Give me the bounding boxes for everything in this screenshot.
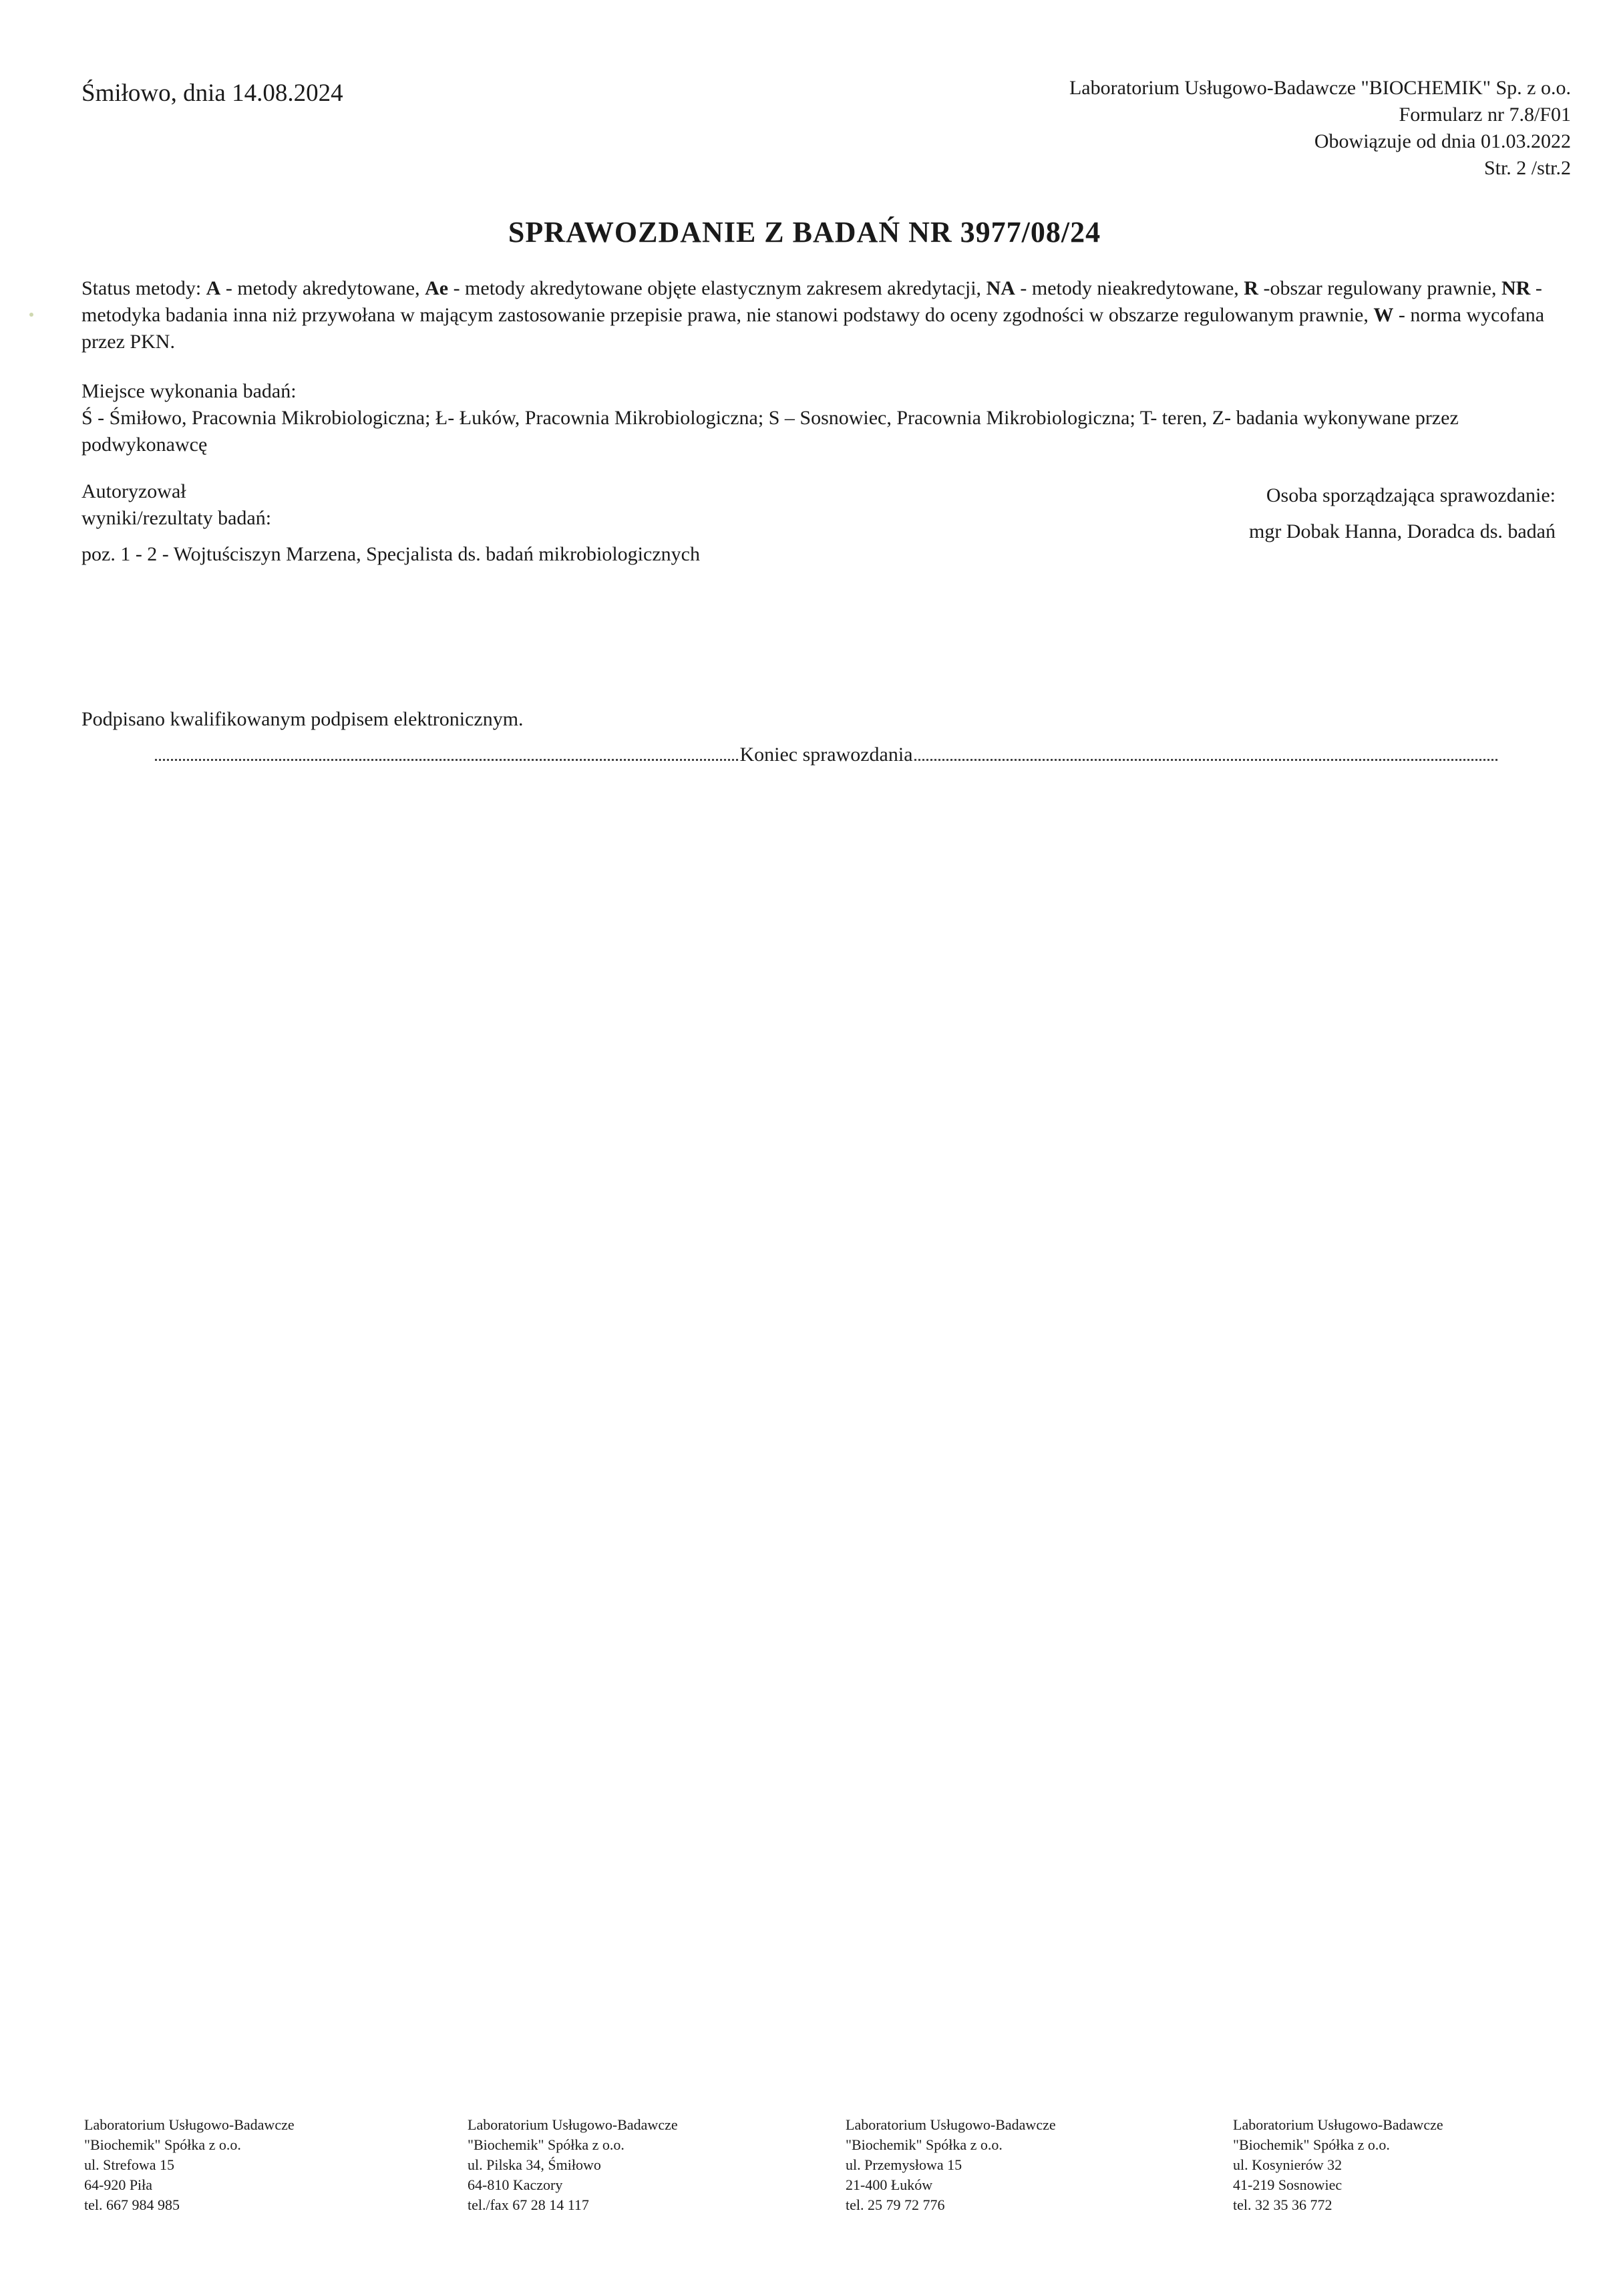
authorized-label-1: Autoryzował xyxy=(81,480,186,502)
footer-line: 41-219 Sosnowiec xyxy=(1233,2176,1343,2193)
footer-line: "Biochemik" Spółka z o.o. xyxy=(468,2136,624,2153)
footer-line: tel. 667 984 985 xyxy=(84,2196,180,2213)
authorized-label-2: wyniki/rezultaty badań: xyxy=(81,507,272,529)
prepared-by xyxy=(1249,482,1556,545)
method-status-legend xyxy=(81,275,1578,355)
status-text-r: -obszar regulowany prawnie, xyxy=(1258,277,1501,299)
valid-from: Obowiązuje od dnia 01.03.2022 xyxy=(1314,130,1571,152)
footer-address-smilowo xyxy=(468,2115,678,2215)
status-code-na: NA xyxy=(986,277,1015,299)
footer-line: "Biochemik" Spółka z o.o. xyxy=(846,2136,1003,2153)
prepared-by-label: Osoba sporządzająca sprawozdanie: xyxy=(1266,484,1556,506)
footer-line: ul. Kosynierów 32 xyxy=(1233,2156,1343,2173)
footer-line: "Biochemik" Spółka z o.o. xyxy=(84,2136,241,2153)
status-code-nr: NR xyxy=(1501,277,1531,299)
test-location-legend xyxy=(81,378,1578,458)
footer-line: tel./fax 67 28 14 117 xyxy=(468,2196,589,2213)
footer-line: Laboratorium Usługowo-Badawcze xyxy=(468,2116,678,2133)
footer-line: Laboratorium Usługowo-Badawcze xyxy=(1233,2116,1443,2133)
signature-note: Podpisano kwalifikowanym podpisem elektronicznym. xyxy=(81,708,524,730)
status-text-w: - norma wycofana przez PKN. xyxy=(81,304,1545,353)
footer-address-lukow xyxy=(846,2115,1056,2215)
prepared-by-name: mgr Dobak Hanna, Doradca ds. badań xyxy=(1248,520,1556,542)
authorized-by xyxy=(81,478,700,568)
footer-address-pila xyxy=(84,2115,295,2215)
status-text-nr: - metodyka badania inna niż przywołana w mającym zastosowanie przepisie prawa, nie stanowi podstawy do oceny zgodności w obszarze regulowanym prawnie, xyxy=(81,277,1542,326)
report-title: SPRAWOZDANIE Z BADAŃ NR 3977/08/24 xyxy=(508,216,1101,249)
footer-line: Laboratorium Usługowo-Badawcze xyxy=(846,2116,1056,2133)
status-code-w: W xyxy=(1373,304,1394,326)
scan-speck xyxy=(29,313,33,317)
form-number: Formularz nr 7.8/F01 xyxy=(1399,104,1571,126)
footer-address-sosnowiec xyxy=(1233,2115,1443,2215)
footer-line: "Biochemik" Spółka z o.o. xyxy=(1233,2136,1390,2153)
status-text-a: - metody akredytowane, xyxy=(220,277,425,299)
status-intro: Status metody: xyxy=(81,277,206,299)
authorized-entry: poz. 1 - 2 - Wojtuściszyn Marzena, Specjalista ds. badań mikrobiologicznych xyxy=(81,543,700,565)
footer-line: ul. Pilska 34, Śmiłowo xyxy=(468,2156,601,2173)
lab-name: Laboratorium Usługowo-Badawcze "BIOCHEMIK" Sp. z o.o. xyxy=(1069,77,1571,99)
status-code-a: A xyxy=(206,277,221,299)
footer-line: ul. Przemysłowa 15 xyxy=(846,2156,962,2173)
footer-line: 64-810 Kaczory xyxy=(468,2176,563,2193)
footer-line: ul. Strefowa 15 xyxy=(84,2156,175,2173)
dotted-leader-left xyxy=(155,743,738,761)
page-number: Str. 2 /str.2 xyxy=(1483,157,1571,179)
footer-line: tel. 25 79 72 776 xyxy=(846,2196,945,2213)
dotted-leader-right xyxy=(914,743,1497,761)
place-and-date: Śmiłowo, dnia 14.08.2024 xyxy=(81,79,343,107)
end-of-report-text: Koniec sprawozdania xyxy=(739,744,913,766)
test-location-text: Ś - Śmiłowo, Pracownia Mikrobiologiczna; Ł- Łuków, Pracownia Mikrobiologiczna; S – Sosnowiec, Pracownia Mikrobiologiczna; T- teren, Z- badania wykonywane przez podwykonawcę xyxy=(81,407,1459,456)
lab-header xyxy=(1069,75,1571,182)
status-text-ae: - metody akredytowane objęte elastycznym zakresem akredytacji, xyxy=(448,277,987,299)
test-location-label: Miejsce wykonania badań: xyxy=(81,380,297,402)
footer-line: 21-400 Łuków xyxy=(846,2176,933,2193)
status-code-r: R xyxy=(1244,277,1258,299)
end-of-report-line xyxy=(155,743,1497,766)
status-code-ae: Ae xyxy=(425,277,449,299)
footer-line: 64-920 Piła xyxy=(84,2176,153,2193)
status-text-na: - metody nieakredytowane, xyxy=(1015,277,1244,299)
footer-line: Laboratorium Usługowo-Badawcze xyxy=(84,2116,295,2133)
footer-line: tel. 32 35 36 772 xyxy=(1233,2196,1332,2213)
